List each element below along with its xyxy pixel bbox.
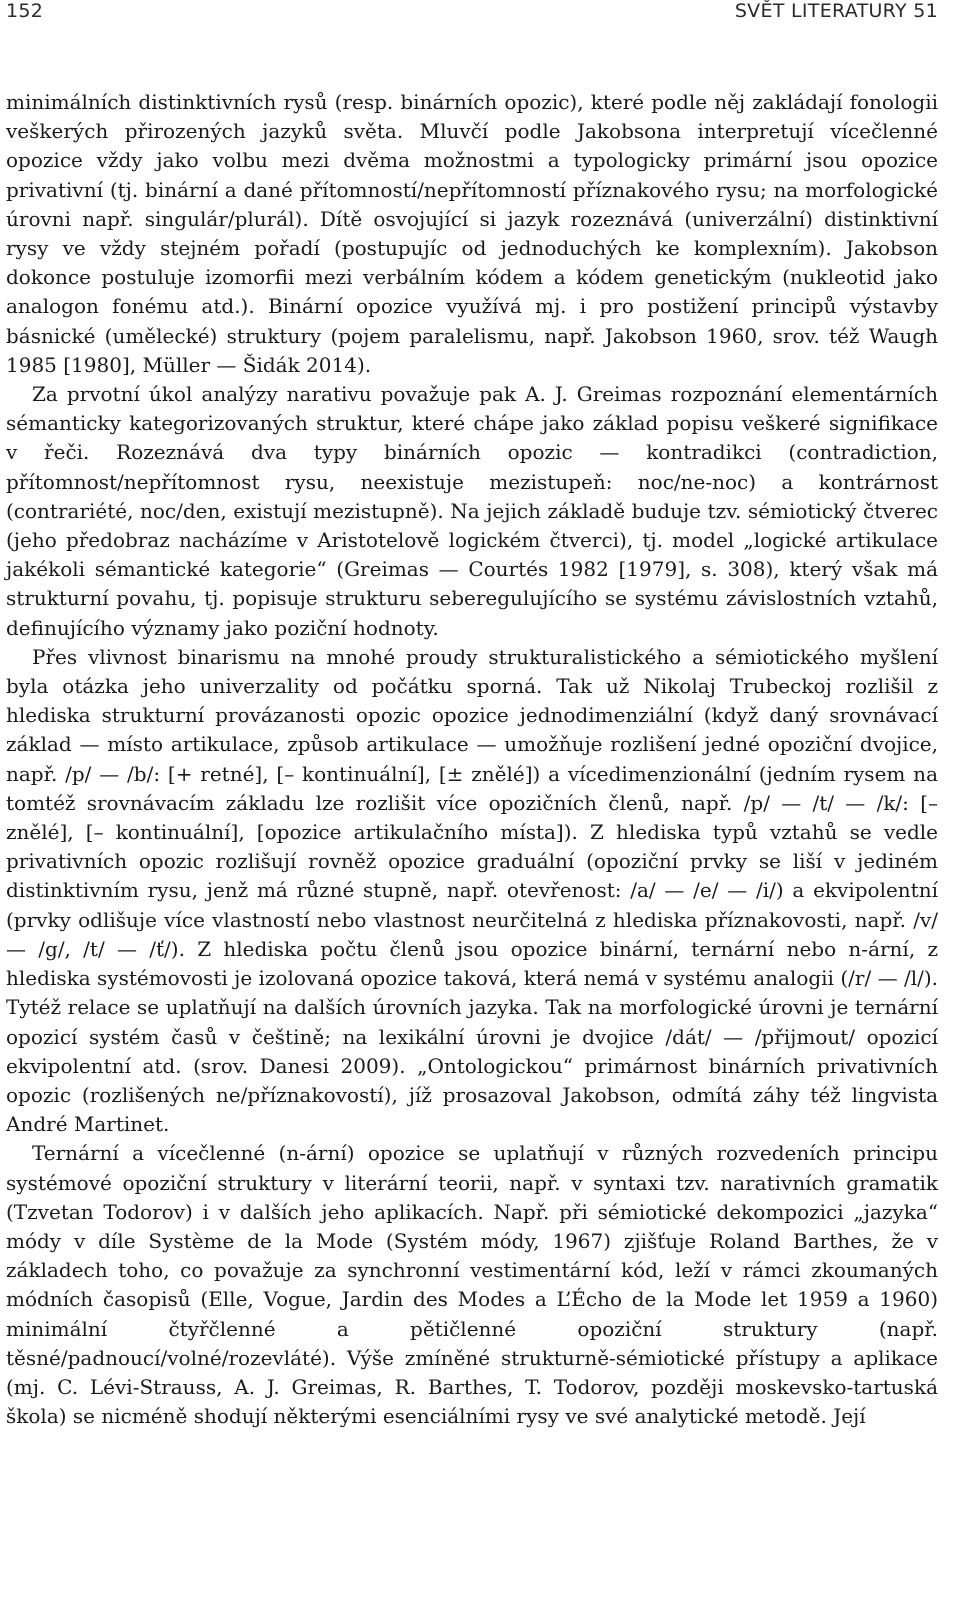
running-header xyxy=(6,0,938,30)
page-number: 152 xyxy=(6,0,44,22)
paragraph-3: Přes vlivnost binarismu na mnohé proudy strukturalistického a sémiotického myšlení byla otázka jeho univerzality od počátku sporná. Tak už Nikolaj Trubeckoj rozlišil z hlediska strukturní provázanosti opozic opozice jednodimenziální (když daný srovnávací základ — místo artikulace, způsob artikulace — umožňuje rozlišení jedné opoziční dvojice, např. /p/ — /b/: [+ retné], [– kontinuální], [± znělé]) a vícedimenzionální (jedním rysem na tomtéž srovnávacím základu lze rozlišit více opozičních členů, např. /p/ — /t/ — /k/: [– znělé], [– kontinuální], [opozice artikulačního místa]). Z hlediska typů vztahů se vedle privativních opozic rozlišují rovněž opozice graduální (opoziční prvky se liší v jediném distinktivním rysu, jenž má různé stupně, např. otevřenost: /a/ — /e/ — /i/) a ekvipolentní (prvky odlišuje více vlastností nebo vlastnost neurčitelná z hlediska příznakovosti, např. /v/ — /g/, /t/ — /ť/). Z hlediska počtu členů jsou opozice binární, ternární nebo n-ární, z hlediska systémovosti je izolovaná opozice taková, která nemá v systému analogii (/r/ — /l/). Tytéž relace se uplatňují na dalších úrovních jazyka. Tak na morfologické úrovni je ternární opozicí systém časů v češtině; na lexikální úrovni je dvojice /dát/ — /přijmout/ opozicí ekvipolentní atd. (srov. Danesi 2009). „Ontologickou“ primárnost binárních privativních opozic (rozlišených ne/příznakovostí), jíž prosazoval Jakobson, odmítá záhy též lingvista André Martinet. xyxy=(6,644,938,1137)
journal-title: SVĚT LITERATURY 51 xyxy=(734,0,938,22)
paragraph-1: minimálních distinktivních rysů (resp. binárních opozic), které podle něj zakládají fonologii veškerých přirozených jazyků světa. Mluvčí podle Jakobsona interpretují vícečlenné opozice vždy jako volbu mezi dvěma možnostmi a typologicky primární jsou opozice privativní (tj. binární a dané přítomností/nepřítomností příznakového rysu; na morfologické úrovni např. singulár/plurál). Dítě osvojující si jazyk rozeznává (univerzální) distinktivní rysy ve vždy stejném pořadí (postupujíc od jednoduchých ke komplexním). Jakobson dokonce postuluje izomorfii mezi verbálním kódem a kódem genetickým (nukleotid jako analogon fonému atd.). Binární opozice využívá mj. i pro postižení principů výstavby básnické (umělecké) struktury (pojem paralelismu, např. Jakobson 1960, srov. též Waugh 1985 [1980], Müller — Šidák 2014). xyxy=(6,90,938,377)
paragraph-2: Za prvotní úkol analýzy narativu považuje pak A. J. Greimas rozpoznání elementárních sémanticky kategorizovaných struktur, které chápe jako základ popisu veškeré signifikace v řeči. Rozeznává dva typy binárních opozic — kontradikci (contradiction, přítomnost/nepřítomnost rysu, neexistuje mezistupeň: noc/ne-noc) a kontrárnost (contrariété, noc/den, existují mezistupně). Na jejich základě buduje tzv. sémiotický čtverec (jeho předobraz nacházíme v Aristotelově logickém čtverci), tj. model „logické artikulace jakékoli sémantické kategorie“ (Greimas — Courtés 1982 [1979], s. 308), který však má strukturní povahu, tj. popisuje strukturu seberegulujícího se systému závislostních vztahů, definujícího významy jako poziční hodnoty. xyxy=(6,382,938,640)
paragraph-4: Ternární a vícečlenné (n-ární) opozice se uplatňují v různých rozvedeních principu systémové opoziční struktury v literární teorii, např. v syntaxi tzv. narativních gramatik (Tzvetan Todorov) i v dalších jeho aplikacích. Např. při sémiotické dekompozici „jazyka“ módy v díle Système de la Mode (Systém módy, 1967) zjišťuje Roland Barthes, že v základech toho, co považuje za synchronní vestimentární kód, leží v rámci zkoumaných módních časopisů (Elle, Vogue, Jardin des Modes a L’Écho de la Mode let 1959 a 1960) minimální čtyřčlenné a pětičlenné opoziční struktury (např. těsné/padnoucí/volné/rozevláté). Výše zmíněné strukturně-sémiotické přístupy a aplikace (mj. C. Lévi-Strauss, A. J. Greimas, R. Barthes, T. Todorov, později moskevsko-tartuská škola) se nicméně shodují některými esenciálními rysy ve své analytické metodě. Její xyxy=(6,1141,938,1429)
body-text xyxy=(6,88,938,1431)
